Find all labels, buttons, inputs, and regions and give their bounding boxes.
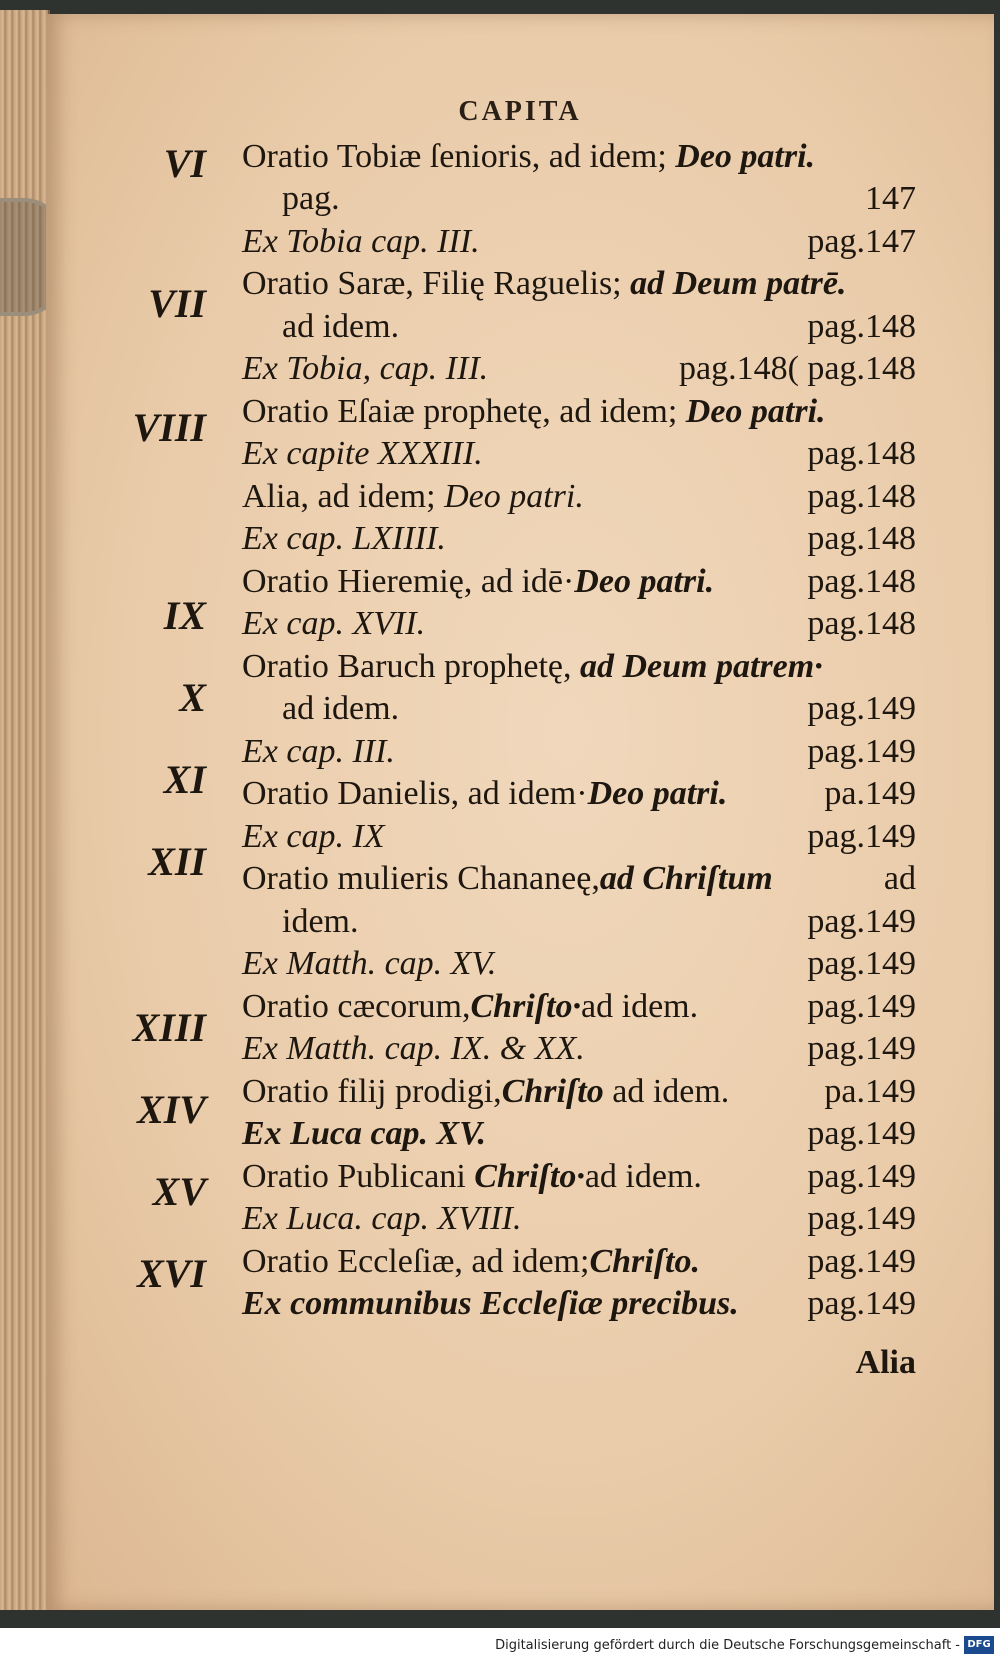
entry-tail: ad idem. xyxy=(581,988,699,1025)
chapter-numeral: VI xyxy=(163,141,206,186)
entry-page: pag.148 xyxy=(807,605,916,642)
toc-entry xyxy=(46,945,994,989)
dfg-logo-icon: DFG xyxy=(964,1636,994,1654)
entry-emphasis: Deo patri. xyxy=(675,138,816,175)
entry-emphasis: Ex capite XXXIII. xyxy=(242,435,483,472)
toc-entry xyxy=(46,350,994,394)
entry-emphasis: ad Deum patrem· xyxy=(580,648,823,685)
entry-text: Alia, ad idem; xyxy=(242,478,436,515)
entry-page: pag.149 xyxy=(807,1285,916,1322)
toc-entry xyxy=(46,563,994,607)
entry-page: pa.149 xyxy=(824,1073,916,1110)
toc-entry xyxy=(46,818,994,862)
toc-entry xyxy=(46,1158,994,1202)
entry-page: 147 xyxy=(865,180,916,217)
entry-emphasis: Chriſto· xyxy=(470,988,582,1025)
entry-page: pag.148 xyxy=(807,478,916,515)
entry-page: pag.149 xyxy=(807,988,916,1025)
entry-page: pag.148 xyxy=(807,520,916,557)
entry-emphasis: Ex communibus Eccleſiæ precibus. xyxy=(242,1285,739,1322)
chapter-numeral: VIII xyxy=(132,405,206,450)
catchword: Alia xyxy=(855,1344,916,1381)
entry-text: Oratio Eccleſiæ, ad idem; xyxy=(242,1243,590,1280)
entry-page: pag.148( pag.148 xyxy=(678,350,916,387)
entry-page: pag.149 xyxy=(807,1030,916,1067)
toc-entry xyxy=(46,1200,994,1244)
chapter-numeral: XI xyxy=(163,757,206,802)
entry-emphasis: Ex cap. III. xyxy=(242,733,395,770)
chapter-numeral: VII xyxy=(148,281,206,326)
toc-entry xyxy=(46,393,994,437)
entry-text: Oratio Saræ, Filię Raguelis; xyxy=(242,265,622,302)
toc-entry xyxy=(46,690,994,734)
entry-text: Oratio Hieremię, ad idē· xyxy=(242,563,575,600)
entry-text: Oratio Eſaiæ prophetę, ad idem; xyxy=(242,393,678,430)
entry-emphasis: Ex Matth. cap. XV. xyxy=(242,945,497,982)
entry-text: pag. xyxy=(282,180,340,217)
entry-emphasis: Chriſto xyxy=(501,1073,604,1110)
toc-entry xyxy=(46,435,994,479)
toc-entry xyxy=(46,138,994,182)
toc-entry xyxy=(46,1243,994,1287)
entry-page: pag.148 xyxy=(807,563,916,600)
toc-entry xyxy=(46,775,994,819)
entry-page: pag.149 xyxy=(807,690,916,727)
entry-emphasis: Ex Tobia cap. III. xyxy=(242,223,480,260)
toc-entry xyxy=(46,1115,994,1159)
entry-text: Oratio Tobiæ ſenioris, ad idem; xyxy=(242,138,667,175)
funding-notice: Digitalisierung gefördert durch die Deutsche Forschungsgemeinschaft - xyxy=(495,1638,960,1653)
entry-text: Oratio Publicani xyxy=(242,1158,466,1195)
entry-page: pag.149 xyxy=(807,1115,916,1152)
entry-page: pag.149 xyxy=(807,1243,916,1280)
entry-text: idem. xyxy=(282,903,359,940)
entry-emphasis: Ex Luca cap. XV. xyxy=(242,1115,487,1152)
entry-text: ad idem. xyxy=(282,308,400,345)
entry-page: pag.149 xyxy=(807,903,916,940)
entry-emphasis: Deo patri. xyxy=(685,393,826,430)
toc-entry xyxy=(46,308,994,352)
entry-emphasis: ad Chriſtum xyxy=(599,860,773,897)
entry-text: Oratio Danielis, ad idem· xyxy=(242,775,588,812)
page-header: CAPITA xyxy=(458,96,582,127)
chapter-numeral: IX xyxy=(163,593,206,638)
entry-emphasis: Ex cap. XVII. xyxy=(242,605,426,642)
entry-emphasis: Chriſto. xyxy=(589,1243,700,1280)
toc-entry xyxy=(46,180,994,224)
entry-text: ad idem. xyxy=(282,690,400,727)
entry-emphasis: Ex cap. IX xyxy=(242,818,385,855)
entry-emphasis: Ex Tobia, cap. III. xyxy=(242,350,489,387)
entry-text: Oratio mulieris Chananeę, xyxy=(242,860,600,897)
entry-tail: ad idem. xyxy=(612,1073,730,1110)
entry-emphasis: Ex Matth. cap. IX. & XX. xyxy=(242,1030,585,1067)
entry-emphasis: Chriſto· xyxy=(474,1158,585,1195)
entry-page: pag.149 xyxy=(807,945,916,982)
entry-text: Oratio Baruch prophetę, xyxy=(242,648,572,685)
entry-emphasis: ad Deum patrē. xyxy=(630,265,847,302)
entry-tail: ad idem. xyxy=(584,1158,702,1195)
entry-emphasis: Ex Luca. cap. XVIII. xyxy=(242,1200,522,1237)
entry-page: pag.148 xyxy=(807,308,916,345)
chapter-numeral: XIII xyxy=(132,1005,206,1050)
chapter-numeral: XV xyxy=(152,1169,206,1214)
toc-entry xyxy=(46,860,994,904)
chapter-numeral: XVI xyxy=(137,1251,206,1296)
toc-entry xyxy=(46,520,994,564)
toc-entry xyxy=(46,478,994,522)
toc-entry xyxy=(46,988,994,1032)
entry-page: pag.149 xyxy=(807,1158,916,1195)
book-page xyxy=(46,14,994,1610)
entry-emphasis: Deo patri. xyxy=(574,563,715,600)
toc-entry xyxy=(46,648,994,692)
entry-page: pag.149 xyxy=(807,733,916,770)
entry-emphasis: Deo patri. xyxy=(587,775,728,812)
chapter-numeral: XII xyxy=(148,839,206,884)
footer-bar xyxy=(0,1628,1000,1665)
entry-page: pa.149 xyxy=(824,775,916,812)
toc-entry xyxy=(46,1073,994,1117)
entry-emphasis: Ex cap. LXIIII. xyxy=(242,520,446,557)
entry-text: Oratio cæcorum, xyxy=(242,988,471,1025)
entry-page: ad xyxy=(883,860,916,897)
toc-entry xyxy=(46,265,994,309)
toc-entry xyxy=(46,223,994,267)
entry-page: pag.148 xyxy=(807,435,916,472)
entry-text: Oratio filij prodigi, xyxy=(242,1073,502,1110)
entry-emphasis: Deo patri. xyxy=(444,478,584,515)
toc-entry xyxy=(46,903,994,947)
entry-page: pag.149 xyxy=(807,1200,916,1237)
toc-entry xyxy=(46,1285,994,1329)
chapter-numeral: X xyxy=(179,675,206,720)
entry-page: pag.147 xyxy=(807,223,916,260)
chapter-numeral: XIV xyxy=(137,1087,206,1132)
entry-page: pag.149 xyxy=(807,818,916,855)
toc-entry xyxy=(46,733,994,777)
toc-entry xyxy=(46,605,994,649)
toc-entry xyxy=(46,1030,994,1074)
